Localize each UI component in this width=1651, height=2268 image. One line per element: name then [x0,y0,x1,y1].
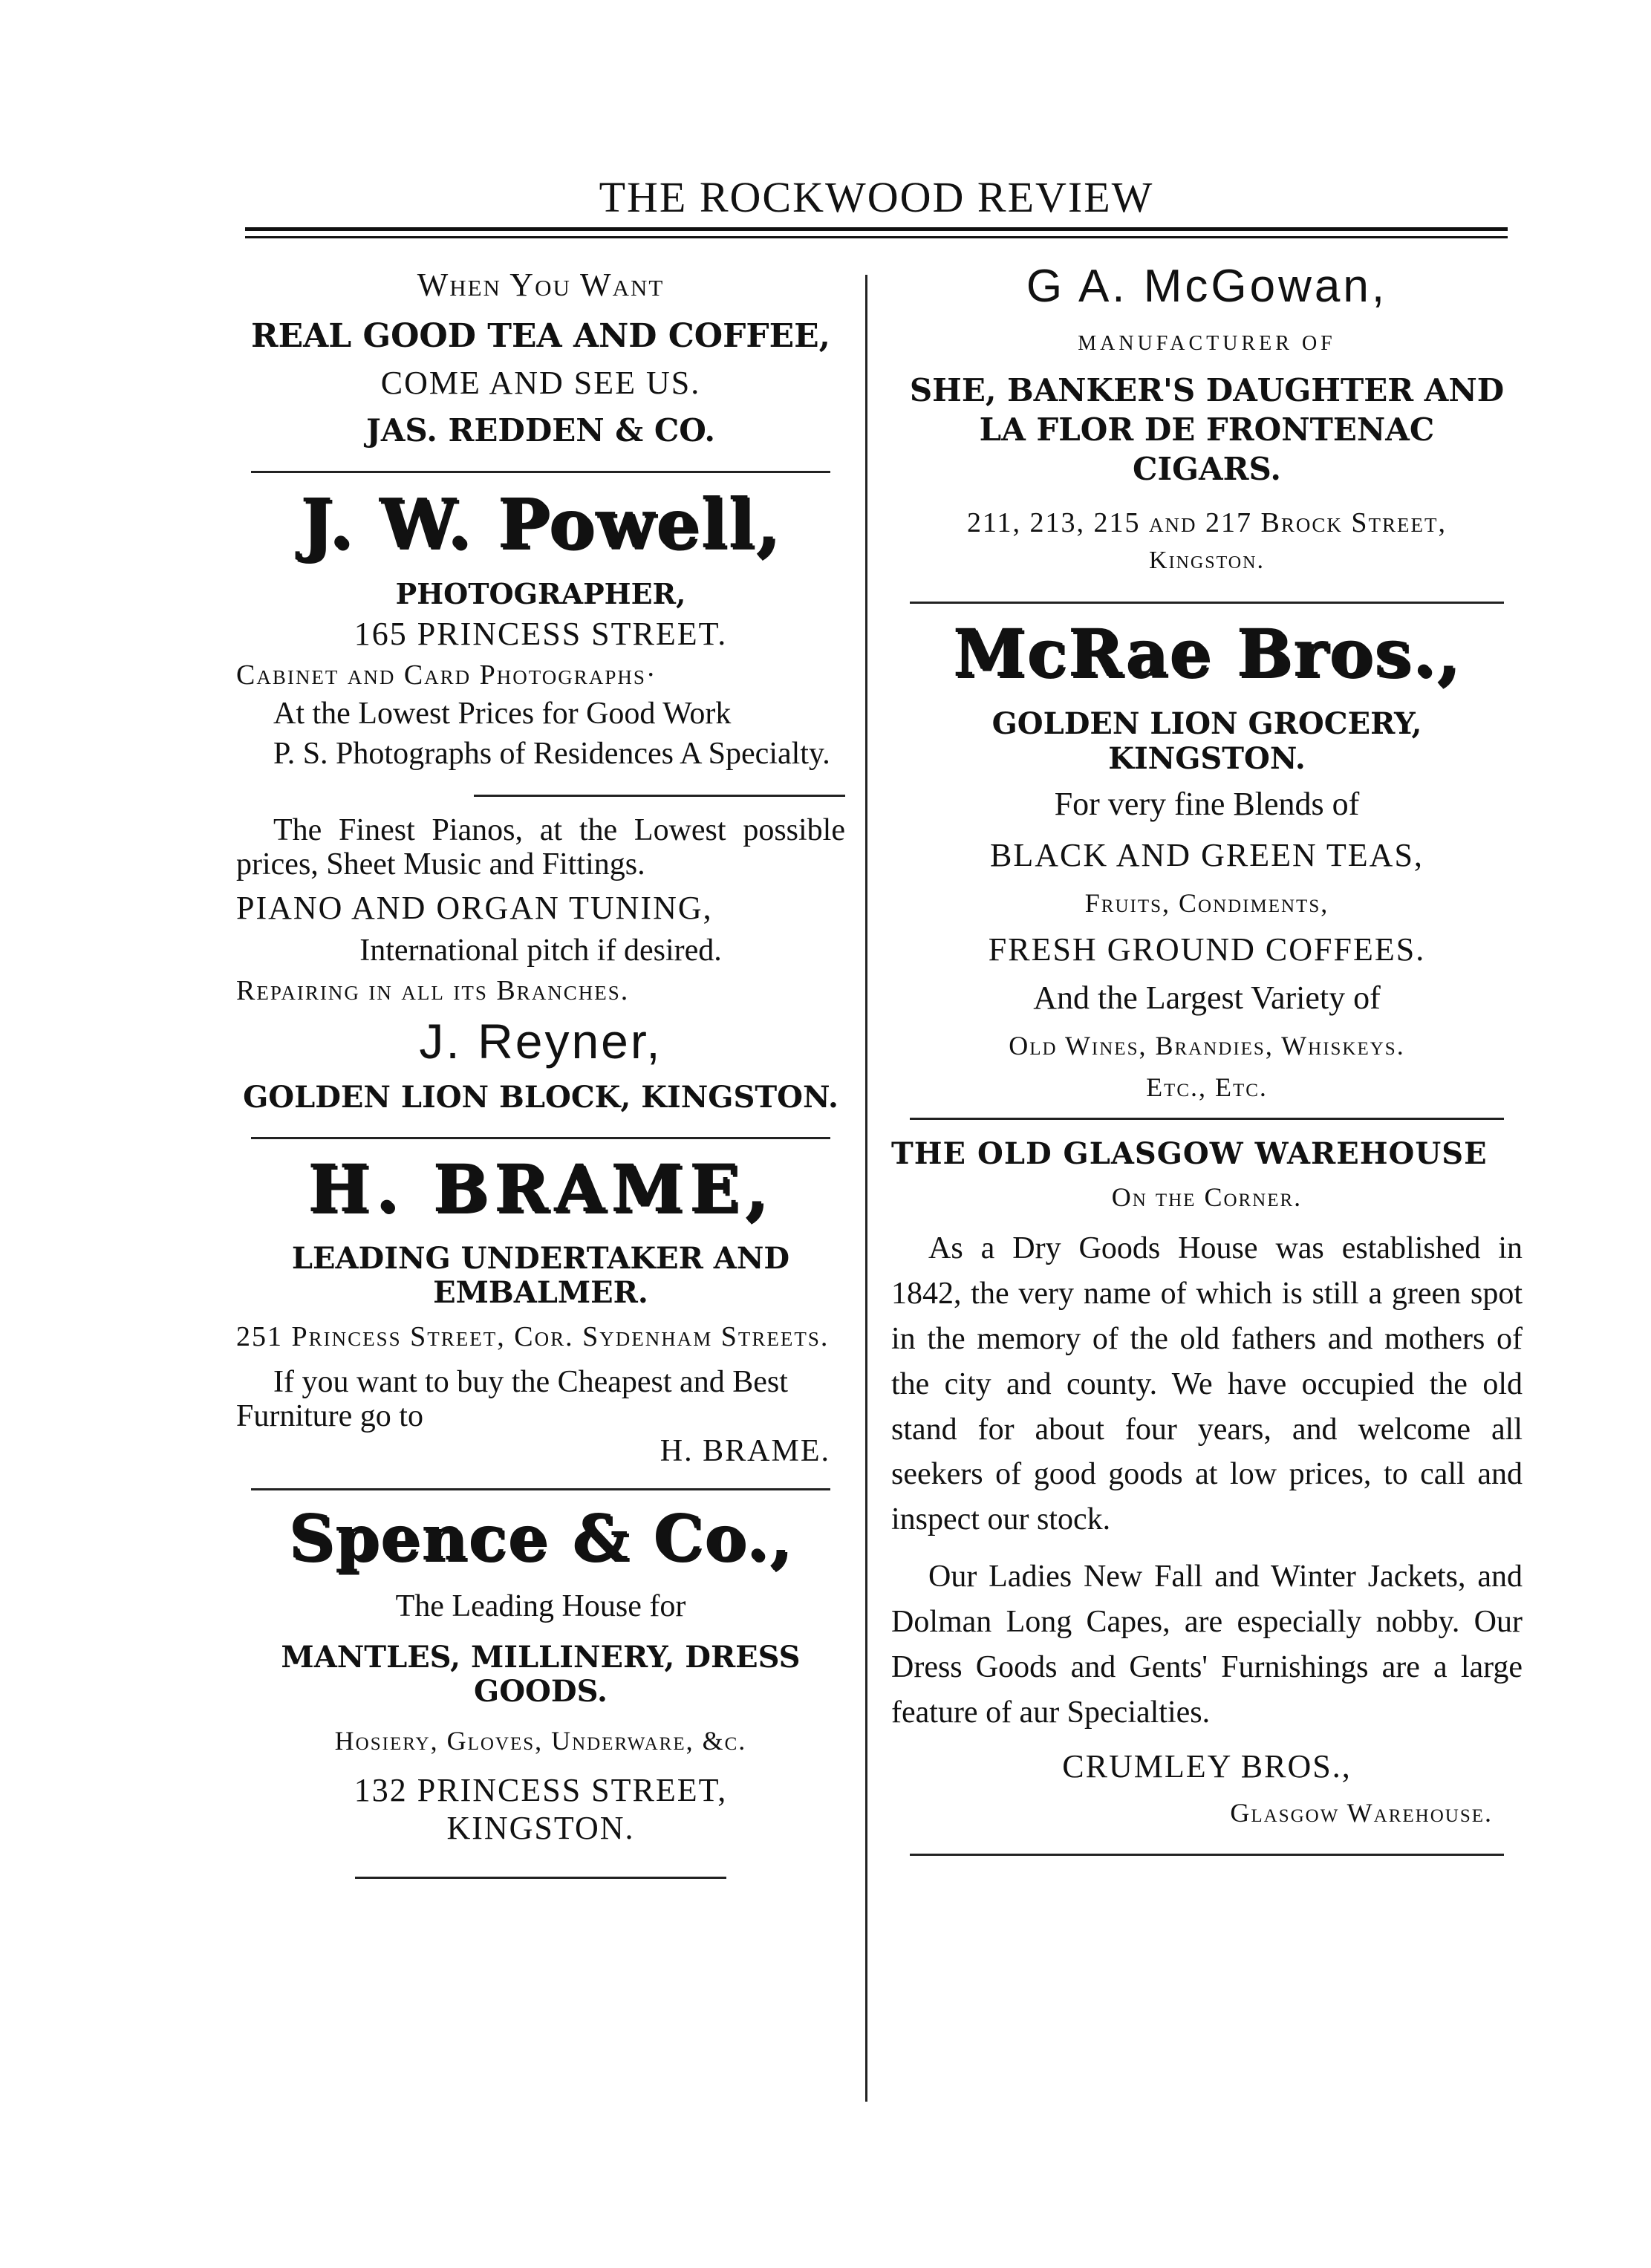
reyner-address: GOLDEN LION BLOCK, KINGSTON. [243,1079,838,1115]
spence-line1: The Leading House for [395,1588,686,1623]
glasgow-sign1: CRUMLEY BROS., [1062,1747,1352,1785]
mcgowan-line5: 211, 213, 215 and 217 Brock Street, [966,507,1448,538]
brame-line3: If you want to buy the Cheapest and Best Furniture go to [236,1364,788,1433]
reyner-name: J. Reyner, [419,1013,662,1069]
mcrae-name: McRae Bros., [952,614,1462,691]
reyner-line2: PIANO AND ORGAN TUNING, [236,889,713,926]
glasgow-title: THE OLD GLASGOW WAREHOUSE [891,1136,1488,1171]
header-rule-bottom [245,236,1508,238]
reyner-line3: International pitch if desired. [359,933,722,968]
mcgowan-line3: LA FLOR DE FRONTENAC [979,411,1435,448]
ad-brame [236,1149,845,1469]
mcrae-line5: FRESH GROUND COFFEES. [988,931,1426,968]
mcgowan-line4: CIGARS. [1133,451,1281,487]
spence-line4: 132 PRINCESS STREET, [354,1771,728,1808]
powell-line2: At the Lowest Prices for Good Work [273,697,732,731]
mcgowan-name: G A. McGowan, [1026,261,1388,312]
divider-6 [910,602,1504,604]
glasgow-para1: As a Dry Goods House was established in 1842, the very name of which is still a green spot in the memory of the old fathers and mothers of the city and county. We have occupied the old stand for about four years, and welcome all seekers of good goods at low prices, to call and inspect our stock. [891,1231,1523,1537]
mcrae-line1: GOLDEN LION GROCERY, KINGSTON. [991,706,1422,776]
divider-1 [251,471,830,473]
mcrae-line2: For very fine Blends of [1054,786,1360,822]
brame-sign: H. BRAME. [660,1433,830,1468]
divider-4 [251,1488,830,1490]
divider-7 [910,1118,1504,1120]
powell-name: J. W. Powell, [300,483,781,564]
powell-line3: P. S. Photographs of Residences A Specialty. [273,737,830,772]
mcrae-line8: Etc., Etc. [1146,1072,1268,1102]
divider-3 [251,1137,830,1139]
brame-line1: LEADING UNDERTAKER AND EMBALMER. [291,1240,790,1310]
glasgow-para2: Our Ladies New Fall and Winter Jackets, and Dolman Long Capes, are especially nobby. Our Dress Goods and Gents' Furnishings are a large feature of aur Specialties. [891,1560,1523,1730]
mcgowan-line2: SHE, BANKER'S DAUGHTER AND [909,372,1505,408]
redden-line2: REAL GOOD TEA AND COFFEE, [251,317,830,355]
ad-redden [236,266,845,449]
divider-2 [474,795,845,797]
redden-line3: COME AND SEE US. [380,365,701,401]
brame-line2: 251 Princess Street, Cor. Sydenham Streets. [236,1320,830,1352]
mcrae-line4: Fruits, Condiments, [1084,888,1329,918]
divider-8 [910,1854,1504,1856]
page-header: THE ROCKWOOD REVIEW [599,173,1154,221]
divider-5 [355,1877,726,1879]
ad-spence [236,1500,845,1847]
header-rule-top [245,227,1508,231]
brame-name: H. BRAME, [307,1149,774,1227]
powell-title: PHOTOGRAPHER, [395,577,686,610]
glasgow-line1: On the Corner. [1111,1182,1303,1212]
powell-line1: Cabinet and Card Photographs· [236,659,657,691]
column-divider [865,275,867,2102]
powell-address: 165 PRINCESS STREET. [354,616,728,652]
ad-mcrae [891,614,1523,1103]
mcrae-line3: BLACK AND GREEN TEAS, [990,837,1424,873]
redden-line1: When You Want [417,267,665,303]
right-column [891,260,1523,1872]
ad-mcgowan [891,260,1523,575]
mcrae-line6: And the Largest Variety of [1033,980,1381,1016]
redden-line4: JAS. REDDEN & CO. [365,412,716,449]
ad-glasgow [891,1136,1523,1828]
spence-line3: Hosiery, Gloves, Underware, &c. [334,1725,747,1756]
spence-line5: KINGSTON. [446,1809,635,1846]
mcrae-line7: Old Wines, Brandies, Whiskeys. [1009,1031,1405,1060]
reyner-line1: The Finest Pianos, at the Lowest possible prices, Sheet Music and Fittings. [236,812,845,882]
glasgow-sign2: Glasgow Warehouse. [1230,1797,1493,1828]
ad-reyner [236,813,845,1115]
reyner-line4: Repairing in all its Branches. [236,974,630,1006]
spence-name: Spence & Co., [288,1500,793,1574]
ad-powell [236,483,845,772]
mcgowan-line1: MANUFACTURER OF [1078,332,1336,355]
mcgowan-line6: Kingston. [1149,547,1265,574]
left-column [236,260,845,1895]
spence-line2: MANTLES, MILLINERY, DRESS GOODS. [281,1639,801,1709]
